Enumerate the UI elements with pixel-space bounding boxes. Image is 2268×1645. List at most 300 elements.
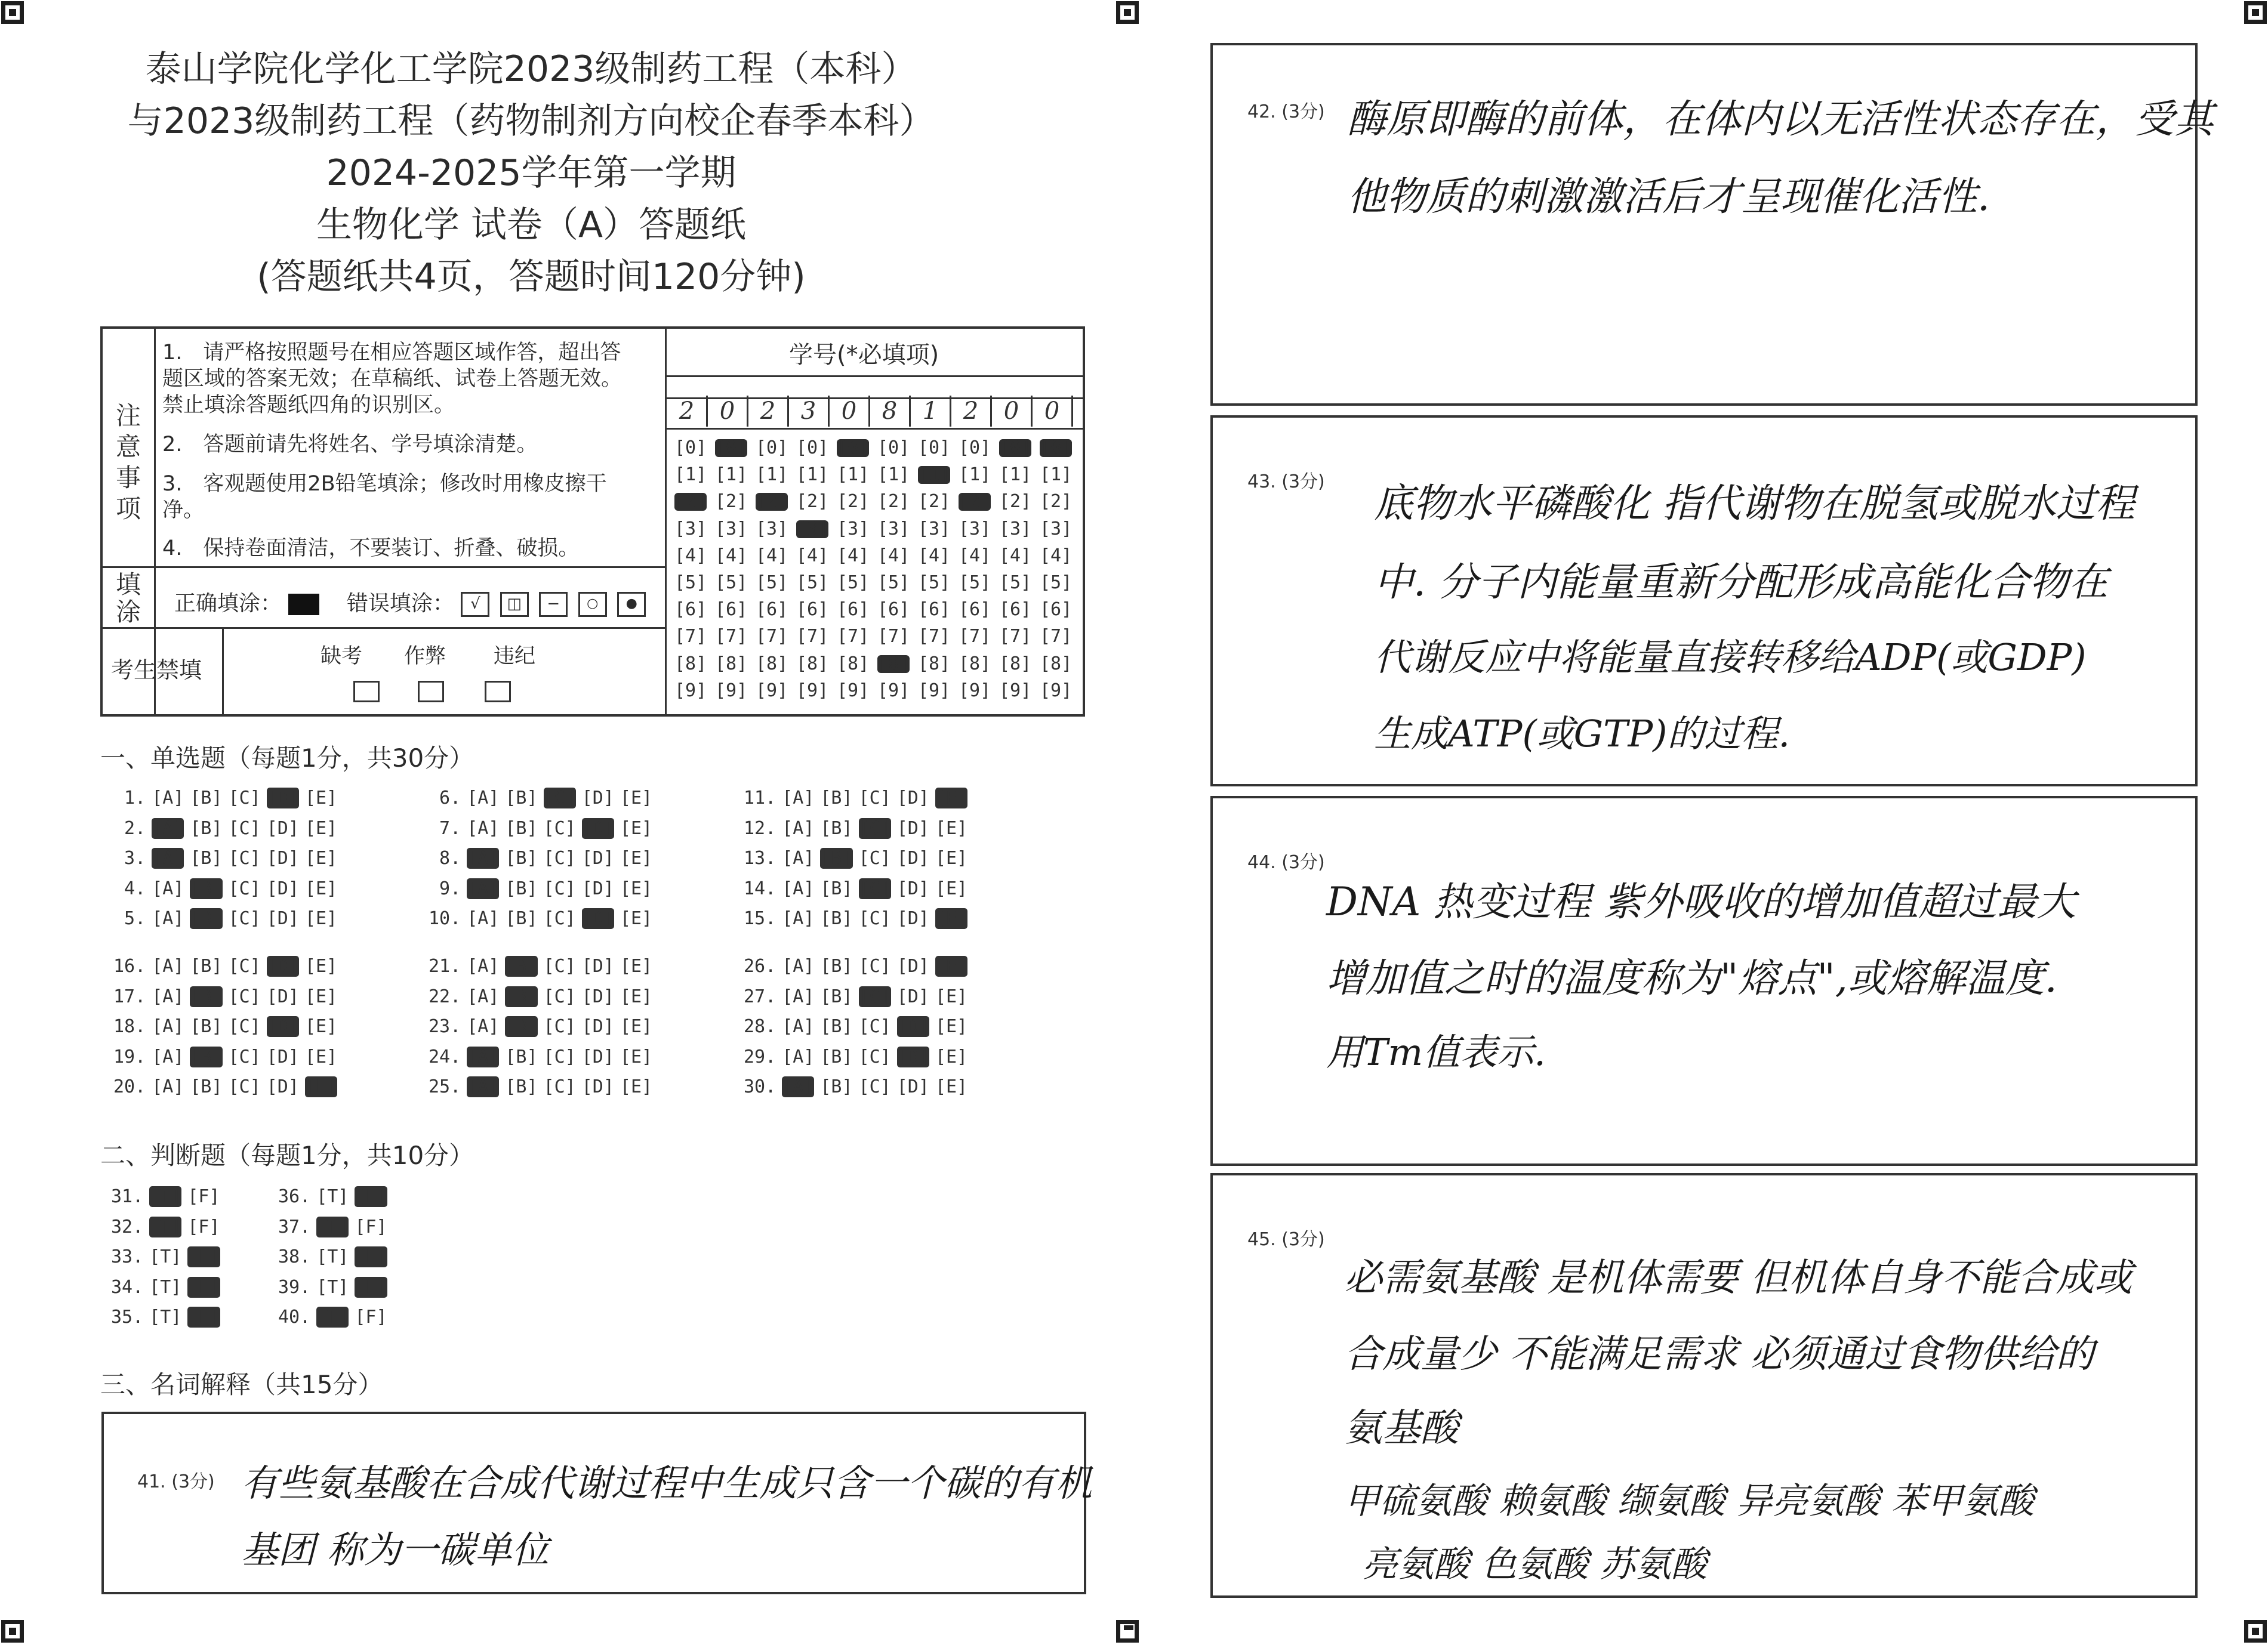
- id-bubble-9-3[interactable]: [3]: [999, 518, 1032, 539]
- mc-option-b[interactable]: [B]: [190, 878, 223, 899]
- mc-option-c[interactable]: [C]: [858, 1016, 891, 1037]
- mc-option-c[interactable]: [C]: [543, 1076, 576, 1097]
- mc-option-d[interactable]: [D]: [896, 908, 929, 929]
- mc-option-a[interactable]: [A]: [782, 1046, 815, 1067]
- mc-question-number: 17.: [113, 986, 146, 1007]
- tf-option-f[interactable]: [F]: [187, 1186, 220, 1207]
- id-bubble-3-5[interactable]: [5]: [756, 572, 788, 593]
- mc-option-d[interactable]: [D]: [581, 956, 614, 977]
- id-bubble-4-5[interactable]: [5]: [796, 572, 829, 593]
- mc-option-e[interactable]: [E]: [304, 986, 338, 1007]
- id-bubble-1-0[interactable]: [0]: [674, 437, 707, 458]
- mc-option-b[interactable]: [B]: [505, 1016, 538, 1037]
- tf-option-f[interactable]: [F]: [355, 1276, 387, 1298]
- id-bubble-9-8[interactable]: [8]: [999, 653, 1032, 674]
- mc-option-b[interactable]: [B]: [820, 1046, 853, 1067]
- mc-option-b[interactable]: [B]: [820, 956, 853, 977]
- mc-option-c[interactable]: [C]: [858, 986, 891, 1007]
- id-bubble-4-0[interactable]: [0]: [796, 437, 829, 458]
- mc-option-a[interactable]: [A]: [782, 908, 815, 929]
- mc-option-b[interactable]: [B]: [820, 848, 853, 869]
- id-bubble-3-9[interactable]: [9]: [756, 680, 788, 701]
- id-bubble-7-9[interactable]: [9]: [918, 680, 951, 701]
- mc-option-e[interactable]: [E]: [620, 956, 653, 977]
- mc-option-b[interactable]: [B]: [820, 1076, 853, 1097]
- mc-option-d[interactable]: [D]: [266, 878, 299, 899]
- id-bubble-5-2[interactable]: [2]: [837, 491, 870, 513]
- mc-option-b[interactable]: [B]: [505, 878, 538, 899]
- id-bubble-1-9[interactable]: [9]: [674, 680, 707, 701]
- mc-option-a[interactable]: [A]: [152, 1016, 184, 1037]
- mc-option-b[interactable]: [B]: [820, 908, 853, 929]
- id-bubble-7-0[interactable]: [0]: [918, 437, 951, 458]
- mc-option-e[interactable]: [E]: [304, 1076, 338, 1097]
- mc-option-b[interactable]: [B]: [190, 908, 223, 929]
- id-bubble-3-2[interactable]: [2]: [756, 491, 788, 513]
- mc-option-a[interactable]: [A]: [782, 848, 815, 869]
- id-bubble-8-1[interactable]: [1]: [959, 464, 991, 486]
- id-bubble-8-3[interactable]: [3]: [959, 518, 991, 539]
- id-bubble-9-2[interactable]: [2]: [999, 491, 1032, 513]
- id-bubble-4-4[interactable]: [4]: [796, 545, 829, 566]
- mc-option-a[interactable]: [A]: [782, 788, 815, 808]
- wrong-fill-sample-2: ◫: [500, 592, 529, 617]
- id-bubble-2-0[interactable]: [0]: [715, 437, 748, 458]
- id-bubble-3-6[interactable]: [6]: [756, 599, 788, 621]
- id-bubble-6-3[interactable]: [3]: [877, 518, 910, 539]
- mc-option-c[interactable]: [C]: [543, 817, 576, 839]
- student-id-digit-10: 0: [1033, 396, 1073, 427]
- id-bubble-1-5[interactable]: [5]: [674, 572, 707, 593]
- mc-question-number: 12.: [744, 817, 776, 839]
- mc-option-a[interactable]: [A]: [467, 817, 500, 839]
- mc-option-c[interactable]: [C]: [228, 908, 261, 929]
- q41-answer-line-1: 有些氨基酸在合成代谢过程中生成只含一个碳的有机: [241, 1461, 1093, 1505]
- id-bubble-5-3[interactable]: [3]: [837, 518, 870, 539]
- mc-option-e[interactable]: [E]: [620, 878, 653, 899]
- id-bubble-2-2[interactable]: [2]: [715, 491, 748, 513]
- mc-option-e[interactable]: [E]: [935, 878, 968, 899]
- id-bubble-4-1[interactable]: [1]: [796, 464, 829, 486]
- tf-question-number: 37.: [278, 1216, 311, 1237]
- mc-option-d[interactable]: [D]: [266, 908, 299, 929]
- id-bubble-2-5[interactable]: [5]: [715, 572, 748, 593]
- mc-option-b[interactable]: [B]: [820, 1016, 853, 1037]
- id-bubble-3-8[interactable]: [8]: [756, 653, 788, 674]
- mc-option-c[interactable]: [C]: [543, 878, 576, 899]
- tf-question-31: [111, 1186, 220, 1207]
- wrong-fill-sample-5: ●: [617, 592, 646, 617]
- id-bubble-1-3[interactable]: [3]: [674, 518, 707, 539]
- mc-option-a[interactable]: [A]: [467, 848, 500, 869]
- id-bubble-6-9[interactable]: [9]: [877, 680, 910, 701]
- answer-box-42[interactable]: [1210, 43, 2214, 406]
- mc-option-a[interactable]: [A]: [152, 1046, 184, 1067]
- id-bubble-2-7[interactable]: [7]: [715, 626, 748, 647]
- mc-option-d[interactable]: [D]: [896, 956, 929, 977]
- mc-option-b[interactable]: [B]: [190, 788, 223, 808]
- mc-option-a[interactable]: [A]: [152, 878, 184, 899]
- tf-option-t[interactable]: [T]: [149, 1307, 182, 1328]
- id-bubble-4-3[interactable]: [3]: [796, 518, 829, 539]
- id-bubble-9-0[interactable]: [0]: [999, 437, 1032, 458]
- mc-option-b[interactable]: [B]: [190, 1046, 223, 1067]
- mc-option-a[interactable]: [A]: [782, 1016, 815, 1037]
- id-bubble-1-7[interactable]: [7]: [674, 626, 707, 647]
- mc-option-c[interactable]: [C]: [543, 1046, 576, 1067]
- id-bubble-10-4[interactable]: [4]: [1040, 545, 1073, 566]
- tf-option-t[interactable]: [T]: [149, 1246, 182, 1267]
- id-bubble-7-3[interactable]: [3]: [918, 518, 951, 539]
- id-bubble-1-6[interactable]: [6]: [674, 599, 707, 621]
- mc-option-d[interactable]: [D]: [581, 1046, 614, 1067]
- mc-option-d[interactable]: [D]: [266, 986, 299, 1007]
- id-bubble-3-4[interactable]: [4]: [756, 545, 788, 566]
- id-bubble-6-7[interactable]: [7]: [877, 626, 910, 647]
- mc-option-b[interactable]: [B]: [820, 878, 853, 899]
- tf-option-t[interactable]: [T]: [149, 1186, 182, 1207]
- id-bubble-8-8[interactable]: [8]: [959, 653, 991, 674]
- id-bubble-9-6[interactable]: [6]: [999, 599, 1032, 621]
- mc-option-b[interactable]: [B]: [505, 986, 538, 1007]
- answer-box-45[interactable]: [1210, 1173, 2198, 1598]
- mc-option-c[interactable]: [C]: [543, 848, 576, 869]
- mc-option-a[interactable]: [A]: [152, 908, 184, 929]
- id-bubble-5-4[interactable]: [4]: [837, 545, 870, 566]
- forbid-violation-label: 违纪: [494, 644, 536, 668]
- mc-option-c[interactable]: [C]: [858, 788, 891, 808]
- mc-option-d[interactable]: [D]: [896, 817, 929, 839]
- mc-option-b[interactable]: [B]: [190, 848, 223, 869]
- mc-option-b[interactable]: [B]: [505, 848, 538, 869]
- mc-option-e[interactable]: [E]: [935, 1076, 968, 1097]
- id-bubble-10-2[interactable]: [2]: [1040, 491, 1073, 513]
- mc-option-b[interactable]: [B]: [190, 986, 223, 1007]
- mc-option-d[interactable]: [D]: [581, 1076, 614, 1097]
- id-bubble-7-4[interactable]: [4]: [918, 545, 951, 566]
- mc-option-c[interactable]: [C]: [858, 908, 891, 929]
- mc-option-d[interactable]: [D]: [896, 788, 929, 808]
- mc-option-c[interactable]: [C]: [858, 1046, 891, 1067]
- id-bubble-10-9[interactable]: [9]: [1040, 680, 1073, 701]
- mc-option-a[interactable]: [A]: [782, 878, 815, 899]
- mc-option-d[interactable]: [D]: [896, 986, 929, 1007]
- id-bubble-10-7[interactable]: [7]: [1040, 626, 1073, 647]
- mc-option-c[interactable]: [C]: [543, 986, 576, 1007]
- mc-option-d[interactable]: [D]: [266, 1016, 299, 1037]
- mc-option-a[interactable]: [A]: [782, 986, 815, 1007]
- mc-option-a[interactable]: [A]: [782, 956, 815, 977]
- mc-option-d[interactable]: [D]: [581, 878, 614, 899]
- mc-option-e[interactable]: [E]: [304, 878, 338, 899]
- mc-option-e[interactable]: [E]: [935, 1046, 968, 1067]
- id-bubble-1-8[interactable]: [8]: [674, 653, 707, 674]
- tf-option-t[interactable]: [T]: [316, 1276, 349, 1298]
- mc-option-a[interactable]: [A]: [467, 1016, 500, 1037]
- mc-option-e[interactable]: [E]: [620, 817, 653, 839]
- mc-option-d[interactable]: [D]: [266, 848, 299, 869]
- absent-checkbox[interactable]: [353, 681, 380, 702]
- id-bubble-4-6[interactable]: [6]: [796, 599, 829, 621]
- tf-option-t[interactable]: [T]: [316, 1307, 349, 1328]
- mc-option-e[interactable]: [E]: [935, 908, 968, 929]
- mc-option-d[interactable]: [D]: [266, 788, 299, 808]
- mc-option-c[interactable]: [C]: [228, 848, 261, 869]
- mc-option-e[interactable]: [E]: [620, 788, 653, 808]
- mc-option-c[interactable]: [C]: [543, 1016, 576, 1037]
- id-bubble-8-4[interactable]: [4]: [959, 545, 991, 566]
- answer-box-43[interactable]: [1210, 415, 2198, 786]
- id-bubble-6-6[interactable]: [6]: [877, 599, 910, 621]
- id-bubble-2-6[interactable]: [6]: [715, 599, 748, 621]
- id-bubble-4-9[interactable]: [9]: [796, 680, 829, 701]
- id-bubble-8-7[interactable]: [7]: [959, 626, 991, 647]
- id-bubble-5-9[interactable]: [9]: [837, 680, 870, 701]
- mc-option-e[interactable]: [E]: [620, 1046, 653, 1067]
- mc-option-c[interactable]: [C]: [228, 817, 261, 839]
- mc-option-d[interactable]: [D]: [581, 986, 614, 1007]
- mc-option-c[interactable]: [C]: [858, 817, 891, 839]
- id-bubble-5-0[interactable]: [0]: [837, 437, 870, 458]
- tf-option-t[interactable]: [T]: [316, 1186, 349, 1207]
- id-bubble-10-5[interactable]: [5]: [1040, 572, 1073, 593]
- mc-option-e[interactable]: [E]: [935, 986, 968, 1007]
- mc-option-e[interactable]: [E]: [304, 817, 338, 839]
- id-bubble-6-2[interactable]: [2]: [877, 491, 910, 513]
- mc-option-c[interactable]: [C]: [543, 908, 576, 929]
- mc-option-c[interactable]: [C]: [228, 956, 261, 977]
- mc-option-a[interactable]: [A]: [467, 986, 500, 1007]
- q45-answer-line-4: 甲硫氨酸 赖氨酸 缬氨酸 异亮氨酸 苯甲氨酸: [1344, 1480, 2035, 1522]
- mc-option-a[interactable]: [A]: [152, 788, 184, 808]
- mc-option-d[interactable]: [D]: [266, 956, 299, 977]
- id-bubble-4-7[interactable]: [7]: [796, 626, 829, 647]
- mc-option-b[interactable]: [B]: [820, 817, 853, 839]
- mc-option-d[interactable]: [D]: [581, 817, 614, 839]
- mc-option-a[interactable]: [A]: [467, 1076, 500, 1097]
- id-bubble-10-0[interactable]: [0]: [1040, 437, 1073, 458]
- mc-option-c[interactable]: [C]: [858, 878, 891, 899]
- id-bubble-2-4[interactable]: [4]: [715, 545, 748, 566]
- mc-option-e[interactable]: [E]: [935, 848, 968, 869]
- mc-option-b[interactable]: [B]: [190, 1076, 223, 1097]
- id-bubble-7-7[interactable]: [7]: [918, 626, 951, 647]
- id-bubble-3-0[interactable]: [0]: [756, 437, 788, 458]
- mc-option-c[interactable]: [C]: [228, 1076, 261, 1097]
- id-bubble-8-0[interactable]: [0]: [959, 437, 991, 458]
- mc-option-e[interactable]: [E]: [620, 908, 653, 929]
- mc-option-d[interactable]: [D]: [896, 878, 929, 899]
- id-bubble-9-7[interactable]: [7]: [999, 626, 1032, 647]
- id-bubble-8-9[interactable]: [9]: [959, 680, 991, 701]
- id-bubble-7-6[interactable]: [6]: [918, 599, 951, 621]
- tf-option-f[interactable]: [F]: [355, 1216, 387, 1237]
- section-true-false-title: 二、判断题（每题1分，共10分）: [100, 1141, 474, 1170]
- id-bubble-5-5[interactable]: [5]: [837, 572, 870, 593]
- mc-option-e[interactable]: [E]: [620, 1076, 653, 1097]
- mc-question-27: [744, 986, 967, 1007]
- mc-option-b[interactable]: [B]: [505, 817, 538, 839]
- mc-option-b[interactable]: [B]: [505, 1046, 538, 1067]
- mc-option-c[interactable]: [C]: [228, 1046, 261, 1067]
- tf-option-f[interactable]: [F]: [355, 1246, 387, 1267]
- mc-option-e[interactable]: [E]: [620, 986, 653, 1007]
- mc-option-c[interactable]: [C]: [858, 956, 891, 977]
- id-bubble-3-7[interactable]: [7]: [756, 626, 788, 647]
- mc-option-e[interactable]: [E]: [935, 956, 968, 977]
- id-bubble-7-5[interactable]: [5]: [918, 572, 951, 593]
- mc-option-b[interactable]: [B]: [190, 956, 223, 977]
- mc-option-a[interactable]: [A]: [467, 788, 500, 808]
- notice-item-3: 3. 客观题使用2B铅笔填涂；修改时用橡皮擦干净。: [162, 472, 607, 522]
- mc-option-b[interactable]: [B]: [505, 956, 538, 977]
- id-bubble-2-8[interactable]: [8]: [715, 653, 748, 674]
- id-bubble-10-1[interactable]: [1]: [1040, 464, 1073, 486]
- mc-option-e[interactable]: [E]: [620, 1016, 653, 1037]
- id-bubble-7-8[interactable]: [8]: [918, 653, 951, 674]
- mc-option-e[interactable]: [E]: [935, 788, 968, 808]
- mc-option-a[interactable]: [A]: [467, 956, 500, 977]
- id-bubble-2-1[interactable]: [1]: [715, 464, 748, 486]
- answer-box-41[interactable]: [101, 1412, 1093, 1594]
- mc-option-e[interactable]: [E]: [935, 817, 968, 839]
- fill-demo: [174, 587, 649, 617]
- id-bubble-7-2[interactable]: [2]: [918, 491, 951, 513]
- mc-option-a[interactable]: [A]: [467, 1046, 500, 1067]
- mc-option-e[interactable]: [E]: [935, 1016, 968, 1037]
- mc-option-d[interactable]: [D]: [896, 1016, 929, 1037]
- mc-option-c[interactable]: [C]: [228, 788, 261, 808]
- mc-option-b[interactable]: [B]: [190, 817, 223, 839]
- id-bubble-6-1[interactable]: [1]: [877, 464, 910, 486]
- id-bubble-3-3[interactable]: [3]: [756, 518, 788, 539]
- mc-option-d[interactable]: [D]: [266, 1076, 299, 1097]
- mc-option-e[interactable]: [E]: [620, 848, 653, 869]
- id-bubble-6-0[interactable]: [0]: [877, 437, 910, 458]
- id-bubble-9-1[interactable]: [1]: [999, 464, 1032, 486]
- mc-option-b[interactable]: [B]: [505, 908, 538, 929]
- mc-option-e[interactable]: [E]: [304, 908, 338, 929]
- mc-option-b[interactable]: [B]: [505, 1076, 538, 1097]
- tf-option-t[interactable]: [T]: [316, 1216, 349, 1237]
- mc-option-a[interactable]: [A]: [782, 817, 815, 839]
- cheat-checkbox[interactable]: [418, 681, 444, 702]
- mc-option-a[interactable]: [A]: [467, 878, 500, 899]
- mc-option-d[interactable]: [D]: [266, 1046, 299, 1067]
- mc-option-b[interactable]: [B]: [190, 1016, 223, 1037]
- id-bubble-2-9[interactable]: [9]: [715, 680, 748, 701]
- mc-option-c[interactable]: [C]: [543, 956, 576, 977]
- mc-option-c[interactable]: [C]: [228, 1016, 261, 1037]
- mc-option-d[interactable]: [D]: [896, 1046, 929, 1067]
- mc-option-d[interactable]: [D]: [266, 817, 299, 839]
- mc-option-a[interactable]: [A]: [782, 1076, 815, 1097]
- id-bubble-1-2[interactable]: [2]: [674, 491, 707, 513]
- id-bubble-6-4[interactable]: [4]: [877, 545, 910, 566]
- id-bubble-8-5[interactable]: [5]: [959, 572, 991, 593]
- mc-option-d[interactable]: [D]: [581, 848, 614, 869]
- id-bubble-5-7[interactable]: [7]: [837, 626, 870, 647]
- mc-option-e[interactable]: [E]: [304, 848, 338, 869]
- wrong-fill-sample-4: ○: [578, 592, 607, 617]
- q43-answer-line-3: 代谢反应中将能量直接转移给ADP(或GDP): [1374, 635, 2087, 679]
- forbid-label: 考生禁填: [111, 657, 202, 683]
- id-bubble-8-2[interactable]: [2]: [959, 491, 991, 513]
- mc-option-a[interactable]: [A]: [467, 908, 500, 929]
- mc-option-c[interactable]: [C]: [543, 788, 576, 808]
- id-bubble-10-3[interactable]: [3]: [1040, 518, 1073, 539]
- id-bubble-7-1[interactable]: [1]: [918, 464, 951, 486]
- tf-option-t[interactable]: [T]: [149, 1216, 182, 1237]
- mc-option-c[interactable]: [C]: [858, 1076, 891, 1097]
- tf-option-f[interactable]: [F]: [187, 1276, 220, 1298]
- id-bubble-1-1[interactable]: [1]: [674, 464, 707, 486]
- id-bubble-5-6[interactable]: [6]: [837, 599, 870, 621]
- mc-option-e[interactable]: [E]: [304, 1016, 338, 1037]
- id-bubble-10-6[interactable]: [6]: [1040, 599, 1073, 621]
- id-bubble-9-5[interactable]: [5]: [999, 572, 1032, 593]
- header-line-3: 2024-2025学年第一学期: [326, 152, 737, 194]
- mc-option-b[interactable]: [B]: [820, 788, 853, 808]
- id-bubble-6-8[interactable]: [8]: [877, 653, 910, 674]
- mc-option-e[interactable]: [E]: [304, 1046, 338, 1067]
- mc-option-a[interactable]: [A]: [152, 848, 184, 869]
- tf-option-f[interactable]: [F]: [187, 1216, 220, 1237]
- mc-option-d[interactable]: [D]: [896, 848, 929, 869]
- mc-option-e[interactable]: [E]: [304, 788, 338, 808]
- mc-option-d[interactable]: [D]: [581, 1016, 614, 1037]
- id-bubble-9-9[interactable]: [9]: [999, 680, 1032, 701]
- mc-option-a[interactable]: [A]: [152, 817, 184, 839]
- id-bubble-9-4[interactable]: [4]: [999, 545, 1032, 566]
- id-bubble-1-4[interactable]: [4]: [674, 545, 707, 566]
- id-bubble-2-3[interactable]: [3]: [715, 518, 748, 539]
- mc-option-a[interactable]: [A]: [152, 1076, 184, 1097]
- mc-option-c[interactable]: [C]: [858, 848, 891, 869]
- q43-number: 43. (3分): [1247, 471, 1325, 492]
- mc-question-number: 4.: [113, 878, 146, 899]
- id-bubble-4-2[interactable]: [2]: [796, 491, 829, 513]
- id-bubble-3-1[interactable]: [1]: [756, 464, 788, 486]
- mc-option-d[interactable]: [D]: [581, 788, 614, 808]
- id-bubble-5-8[interactable]: [8]: [837, 653, 870, 674]
- mc-option-d[interactable]: [D]: [896, 1076, 929, 1097]
- tf-option-f[interactable]: [F]: [355, 1307, 387, 1328]
- mc-question-number: 18.: [113, 1016, 146, 1037]
- mc-option-c[interactable]: [C]: [228, 878, 261, 899]
- correct-fill-label: 正确填涂：: [174, 591, 282, 616]
- tf-option-f[interactable]: [F]: [187, 1246, 220, 1267]
- mc-option-b[interactable]: [B]: [505, 788, 538, 808]
- id-bubble-10-8[interactable]: [8]: [1040, 653, 1073, 674]
- id-bubble-6-5[interactable]: [5]: [877, 572, 910, 593]
- mc-option-a[interactable]: [A]: [152, 956, 184, 977]
- id-bubble-5-1[interactable]: [1]: [837, 464, 870, 486]
- mc-option-c[interactable]: [C]: [228, 986, 261, 1007]
- violation-checkbox[interactable]: [485, 681, 511, 702]
- mc-option-a[interactable]: [A]: [152, 986, 184, 1007]
- tf-option-f[interactable]: [F]: [187, 1307, 220, 1328]
- id-bubble-4-8[interactable]: [8]: [796, 653, 829, 674]
- mc-option-d[interactable]: [D]: [581, 908, 614, 929]
- id-bubble-8-6[interactable]: [6]: [959, 599, 991, 621]
- tf-option-f[interactable]: [F]: [355, 1186, 387, 1207]
- tf-option-t[interactable]: [T]: [149, 1276, 182, 1298]
- mc-option-b[interactable]: [B]: [820, 986, 853, 1007]
- tf-option-t[interactable]: [T]: [316, 1246, 349, 1267]
- answer-box-44[interactable]: [1210, 796, 2198, 1166]
- mc-option-e[interactable]: [E]: [304, 956, 338, 977]
